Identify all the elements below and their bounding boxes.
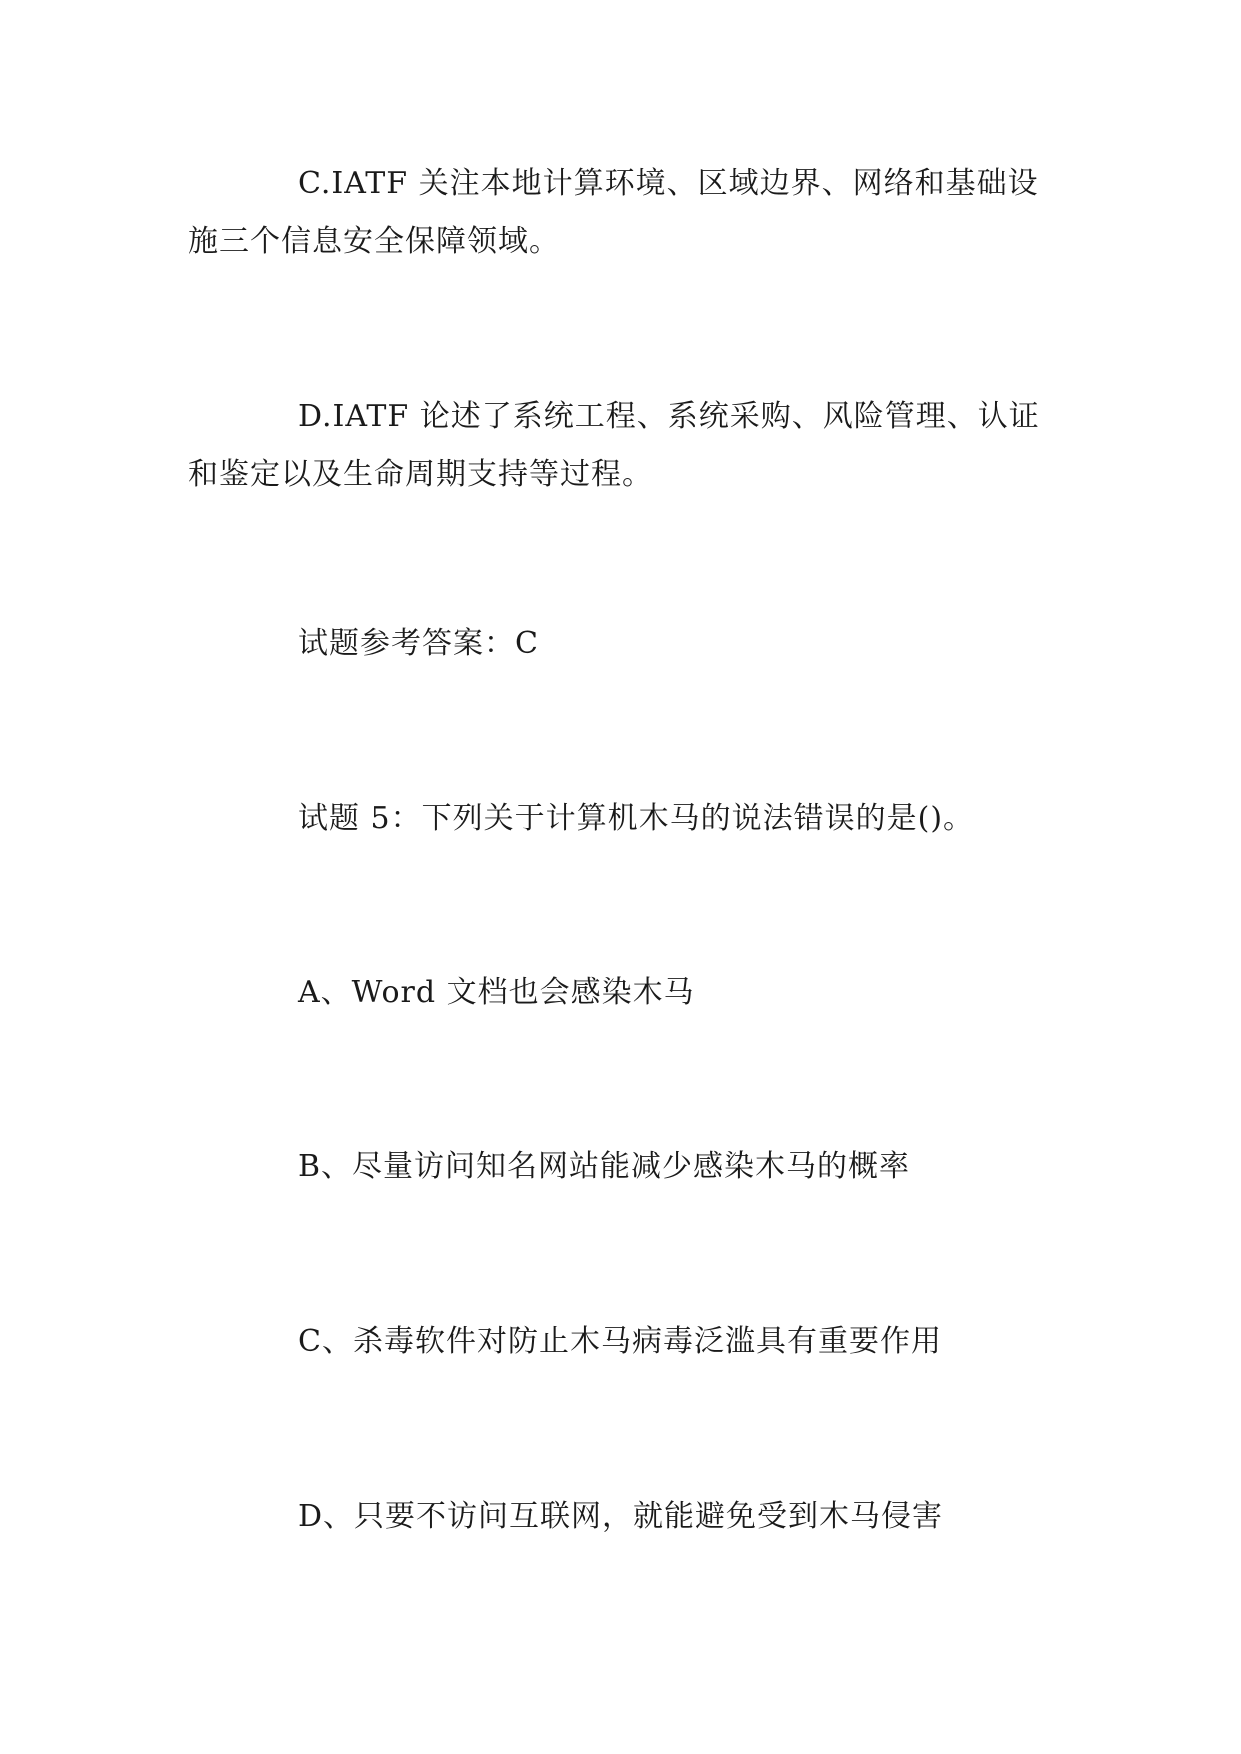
q5-option-a: A、Word 文档也会感染木马 — [298, 975, 695, 1010]
question-5-line: 试题 5：下列关于计算机木马的说法错误的是()。 — [298, 801, 975, 836]
option-c-iatf-paragraph: C.IATF 关注本地计算环境、区域边界、网络和基础设施三个信息安全保障领域。 — [188, 166, 1039, 259]
q5-option-c: C、杀毒软件对防止木马病毒泛滥具有重要作用 — [298, 1324, 942, 1359]
q5-option-b: B、尽量访问知名网站能减少感染木马的概率 — [298, 1149, 911, 1184]
q5-option-d: D、只要不访问互联网，就能避免受到木马侵害 — [298, 1499, 944, 1534]
option-d-iatf-paragraph: D.IATF 论述了系统工程、系统采购、风险管理、认证和鉴定以及生命周期支持等过程。 — [188, 399, 1040, 492]
answer-reference-line: 试题参考答案：C — [298, 626, 539, 661]
